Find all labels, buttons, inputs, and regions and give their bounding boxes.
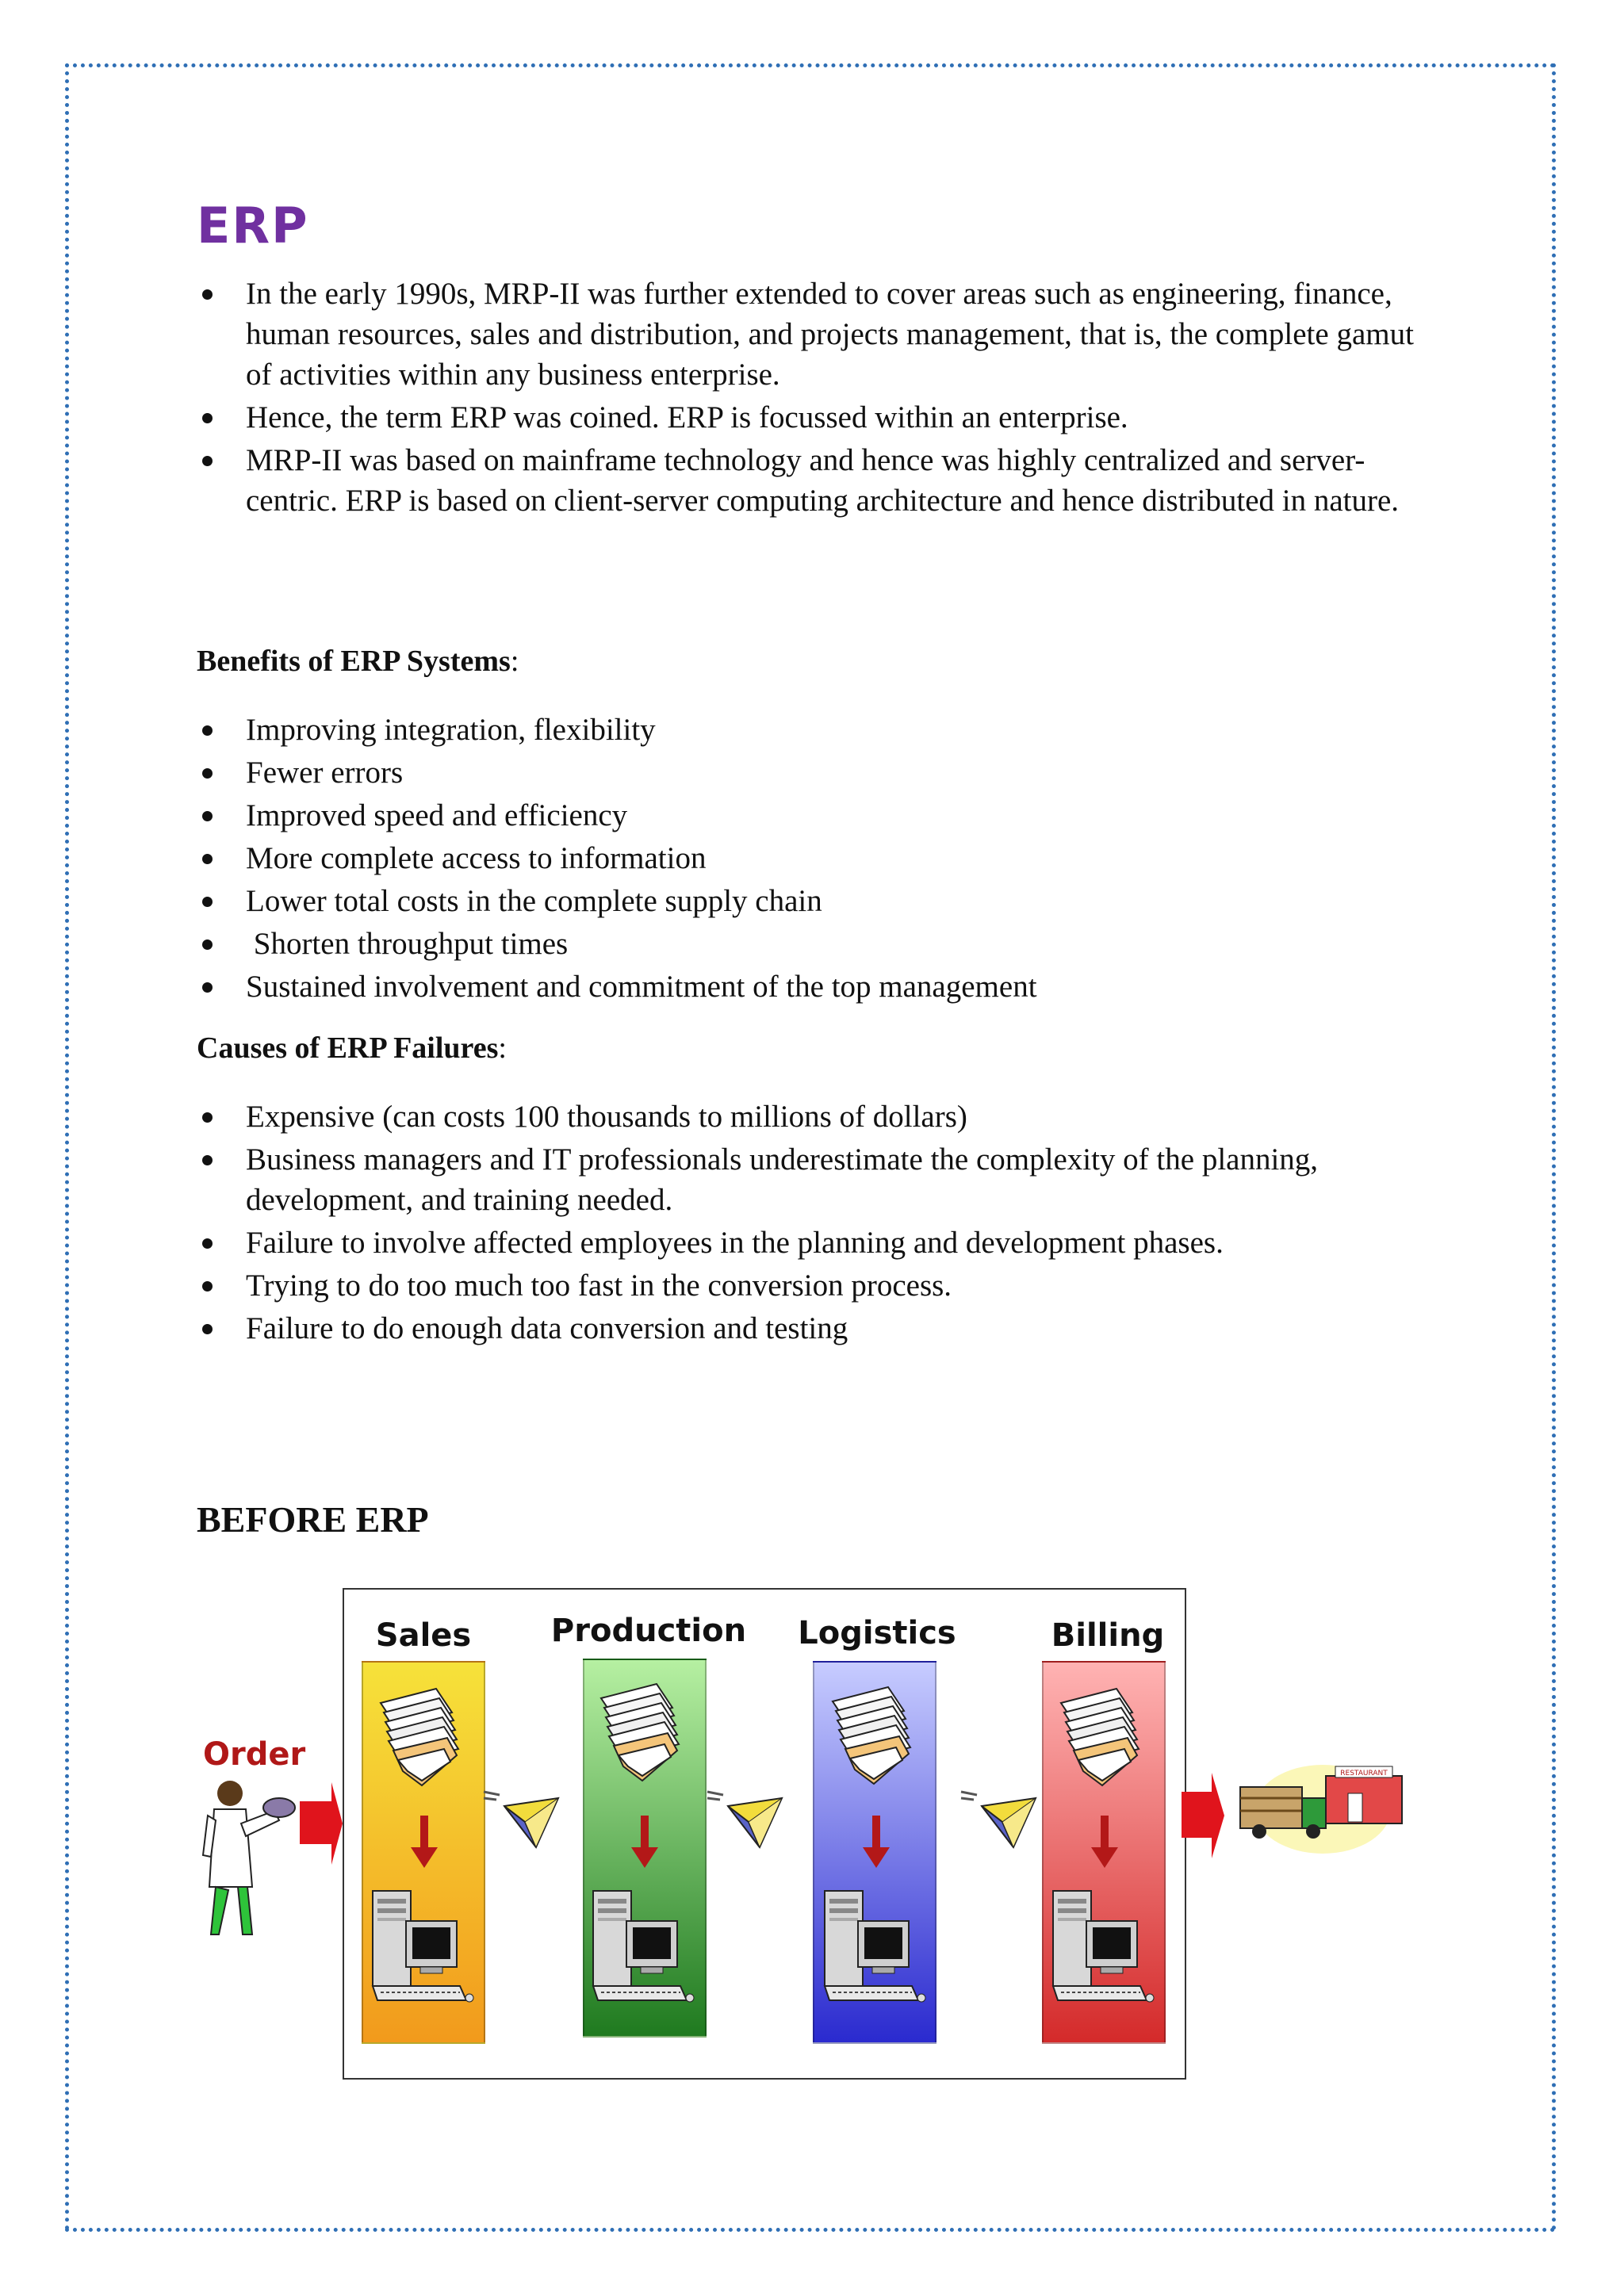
before-erp-heading: BEFORE ERP <box>197 1499 429 1540</box>
list-item: Fewer errors <box>198 752 1435 793</box>
truck-icon <box>1240 1765 1402 1854</box>
list-item: Business managers and IT professionals underestimate the complexity of the planning, development, and training needed. <box>198 1139 1435 1220</box>
list-item: Shorten throughput times <box>198 924 1435 964</box>
dept-label-sales: Sales <box>375 1617 472 1654</box>
paper-plane-icon <box>707 1792 782 1847</box>
computer-icon <box>373 1891 473 2002</box>
list-item: Improved speed and efficiency <box>198 795 1435 836</box>
paper-stack-icon <box>381 1689 458 1785</box>
paper-stack-icon <box>601 1684 679 1781</box>
paper-plane-icon <box>484 1792 558 1847</box>
order-label: Order <box>203 1736 306 1773</box>
benefits-heading: Benefits of ERP Systems: <box>197 645 519 678</box>
paper-stack-icon <box>833 1687 910 1784</box>
page-title: ERP <box>197 197 309 254</box>
dept-label-billing: Billing <box>1051 1617 1165 1654</box>
computer-icon <box>593 1891 694 2002</box>
red-arrow-icon <box>1182 1773 1224 1858</box>
list-item: Expensive (can costs 100 thousands to millions of dollars) <box>198 1096 1435 1137</box>
doctor-figure-icon <box>203 1781 295 1934</box>
list-item: MRP-II was based on mainframe technology and hence was highly centralized and server-centric. ERP is based on client-server computing architecture and hence distributed in nature. <box>198 440 1435 521</box>
down-arrow-icon <box>411 1816 438 1868</box>
list-item: In the early 1990s, MRP-II was further extended to cover areas such as engineering, finance, human resources, sales and distribution, and projects management, that is, the complete gamut of activities within any business enterprise. <box>198 274 1435 395</box>
list-item: Lower total costs in the complete supply chain <box>198 881 1435 921</box>
red-arrow-icon <box>300 1782 343 1865</box>
down-arrow-icon <box>631 1816 658 1868</box>
list-item: Trying to do too much too fast in the conversion process. <box>198 1265 1435 1306</box>
dept-label-logistics: Logistics <box>798 1615 956 1651</box>
causes-heading: Causes of ERP Failures: <box>197 1031 507 1065</box>
down-arrow-icon <box>1091 1816 1118 1868</box>
down-arrow-icon <box>863 1816 890 1868</box>
computer-icon <box>1053 1891 1154 2002</box>
dept-label-production: Production <box>550 1613 747 1649</box>
paper-plane-icon <box>961 1792 1036 1847</box>
list-item: Failure to involve affected employees in the planning and development phases. <box>198 1223 1435 1263</box>
list-item: Improving integration, flexibility <box>198 710 1435 750</box>
truck-sign: RESTAURANT <box>1340 1770 1388 1777</box>
list-item: Sustained involvement and commitment of the top management <box>198 966 1435 1007</box>
list-item: Hence, the term ERP was coined. ERP is focussed within an enterprise. <box>198 397 1435 438</box>
list-item: Failure to do enough data conversion and testing <box>198 1308 1435 1349</box>
list-item: More complete access to information <box>198 838 1435 878</box>
paper-stack-icon <box>1061 1689 1139 1785</box>
computer-icon <box>825 1891 925 2002</box>
